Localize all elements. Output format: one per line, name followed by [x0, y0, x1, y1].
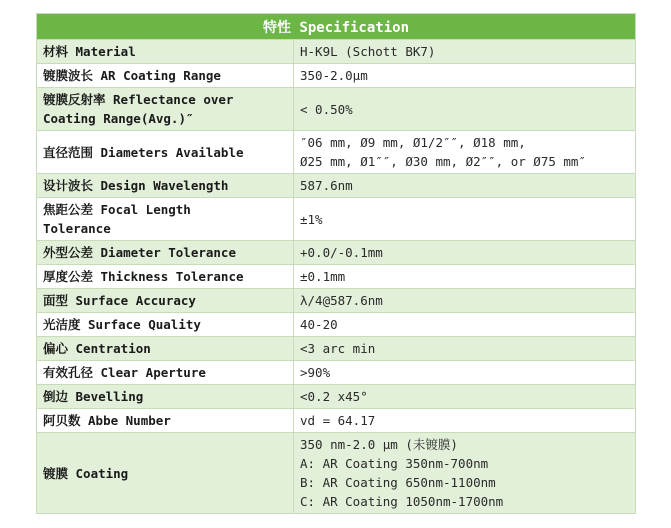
row-value: <3 arc min: [294, 337, 636, 361]
row-label: 直径范围 Diameters Available: [37, 131, 294, 174]
table-row-reflectance: [37, 88, 636, 131]
table-row-focal-tolerance: [37, 198, 636, 241]
row-label: 镀膜反射率 Reflectance over Coating Range(Avg.)″: [37, 88, 294, 131]
row-label: 厚度公差 Thickness Tolerance: [37, 265, 294, 289]
row-value: vd = 64.17: [294, 409, 636, 433]
table-title: 特性 Specification: [37, 14, 636, 40]
table-row-abbe-number: [37, 409, 636, 433]
table-row-material: [37, 40, 636, 64]
specification-table: [36, 13, 636, 514]
row-value: 350-2.0μm: [294, 64, 636, 88]
row-value: 40-20: [294, 313, 636, 337]
row-value: +0.0/-0.1mm: [294, 241, 636, 265]
row-label: 外型公差 Diameter Tolerance: [37, 241, 294, 265]
row-value: < 0.50%: [294, 88, 636, 131]
table-row-diameter-tolerance: [37, 241, 636, 265]
table-row-design-wavelength: [37, 174, 636, 198]
row-value: ″06 mm, Ø9 mm, Ø1/2″″, Ø18 mm, Ø25 mm, Ø1″″, Ø30 mm, Ø2″″, or Ø75 mm″: [294, 131, 636, 174]
table-row-thickness-tolerance: [37, 265, 636, 289]
row-value: 350 nm-2.0 μm (未镀膜) A: AR Coating 350nm-700nm B: AR Coating 650nm-1100nm C: AR Coating 1050nm-1700nm: [294, 433, 636, 514]
row-value: <0.2 x45°: [294, 385, 636, 409]
row-value: H-K9L (Schott BK7): [294, 40, 636, 64]
row-label: 材料 Material: [37, 40, 294, 64]
row-label: 倒边 Bevelling: [37, 385, 294, 409]
row-label: 镀膜 Coating: [37, 433, 294, 514]
table-row-coating-range: [37, 64, 636, 88]
table-row-surface-quality: [37, 313, 636, 337]
row-label: 面型 Surface Accuracy: [37, 289, 294, 313]
row-label: 阿贝数 Abbe Number: [37, 409, 294, 433]
row-value: 587.6nm: [294, 174, 636, 198]
row-label: 偏心 Centration: [37, 337, 294, 361]
table-row-diameters: [37, 131, 636, 174]
table-row-centration: [37, 337, 636, 361]
row-value: λ/4@587.6nm: [294, 289, 636, 313]
row-value: ±0.1mm: [294, 265, 636, 289]
table-row-surface-accuracy: [37, 289, 636, 313]
row-label: 焦距公差 Focal Length Tolerance: [37, 198, 294, 241]
table-header-row: [37, 14, 636, 40]
row-value: >90%: [294, 361, 636, 385]
row-value: ±1%: [294, 198, 636, 241]
row-label: 设计波长 Design Wavelength: [37, 174, 294, 198]
table-row-bevelling: [37, 385, 636, 409]
row-label: 有效孔径 Clear Aperture: [37, 361, 294, 385]
table-row-coating: [37, 433, 636, 514]
table-row-clear-aperture: [37, 361, 636, 385]
row-label: 光洁度 Surface Quality: [37, 313, 294, 337]
row-label: 镀膜波长 AR Coating Range: [37, 64, 294, 88]
